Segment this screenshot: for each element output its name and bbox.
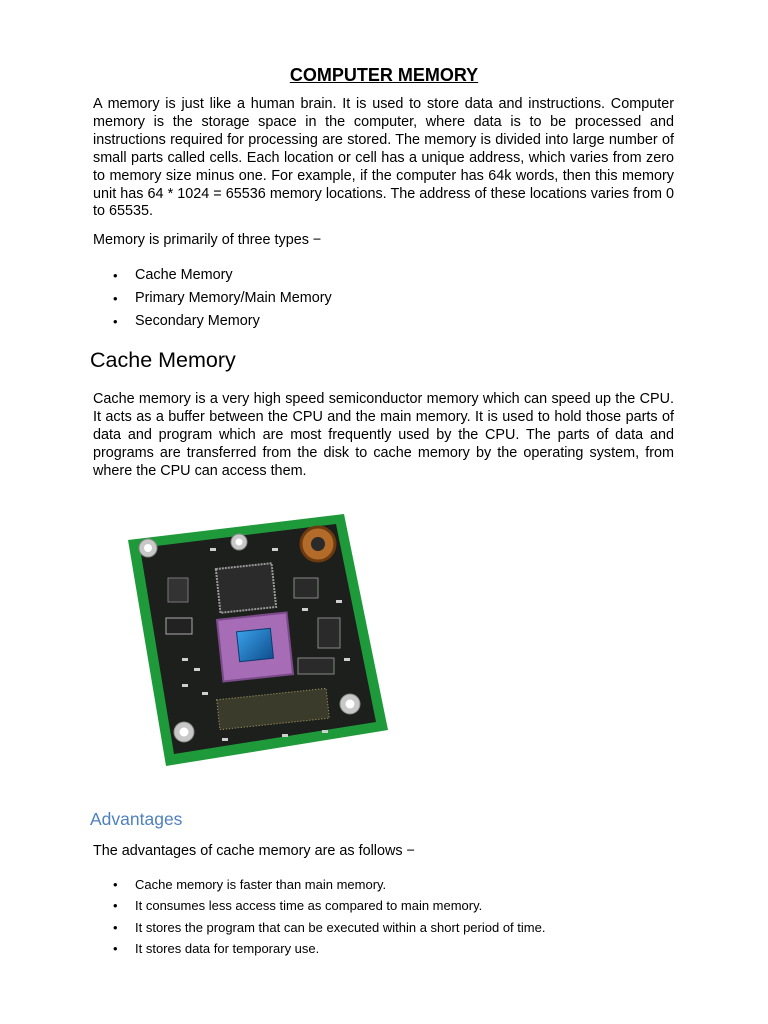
list-item: • Cache memory is faster than main memory. [93,874,545,895]
cache-memory-board-image [122,508,394,774]
mounting-hole-center [180,728,189,737]
advantages-heading: Advantages [90,809,183,829]
list-item: • It stores the program that can be executed within a short period of time. [93,917,545,938]
small-chip [318,618,340,648]
cache-memory-paragraph: Cache memory is a very high speed semiconductor memory which can speed up the CPU. It acts as a buffer between the CPU and the main memory. It is used to hold those parts of data and program which are most frequently used by the CPU. The parts of data and programs are transferred from the disk to cache memory by the operating system, from where the CPU can access them. [93,391,674,479]
mounting-hole-center [144,544,152,552]
page-title: COMPUTER MEMORY [289,65,479,85]
small-chip [294,578,318,598]
list-item: • Secondary Memory [93,310,332,333]
intro-paragraph: A memory is just like a human brain. It is used to store data and instructions. Computer memory is the storage space in the computer, where data is to be processed and instructions required for processing are stored. The memory is divided into large number of small parts called cells. Each location or cell has a unique address, which varies from zero to memory size minus one. For example, if the computer has 64k words, then this memory unit has 64 * 1024 = 65536 memory locations. The address of these locations varies from 0 to 65535. [93,96,674,220]
mounting-hole-center [236,539,243,546]
controller-chip [216,563,276,613]
inductor-core [311,537,325,551]
list-item: • Cache Memory [93,264,332,287]
board-label: P13 [128,591,138,608]
cache-memory-heading: Cache Memory [90,348,236,372]
small-chip [298,658,334,674]
list-item: • It consumes less access time as compared to main memory. [93,895,545,916]
advantages-list [93,874,545,959]
capacitor-bank [168,578,188,602]
cpu-die [237,628,274,661]
types-intro: Memory is primarily of three types − [93,232,322,248]
small-chip [166,618,192,634]
advantages-intro: The advantages of cache memory are as follows − [93,843,415,859]
list-item: • Primary Memory/Main Memory [93,287,332,310]
list-item: • It stores data for temporary use. [93,938,545,959]
memory-types-list [93,264,332,333]
mounting-hole-center [346,700,355,709]
